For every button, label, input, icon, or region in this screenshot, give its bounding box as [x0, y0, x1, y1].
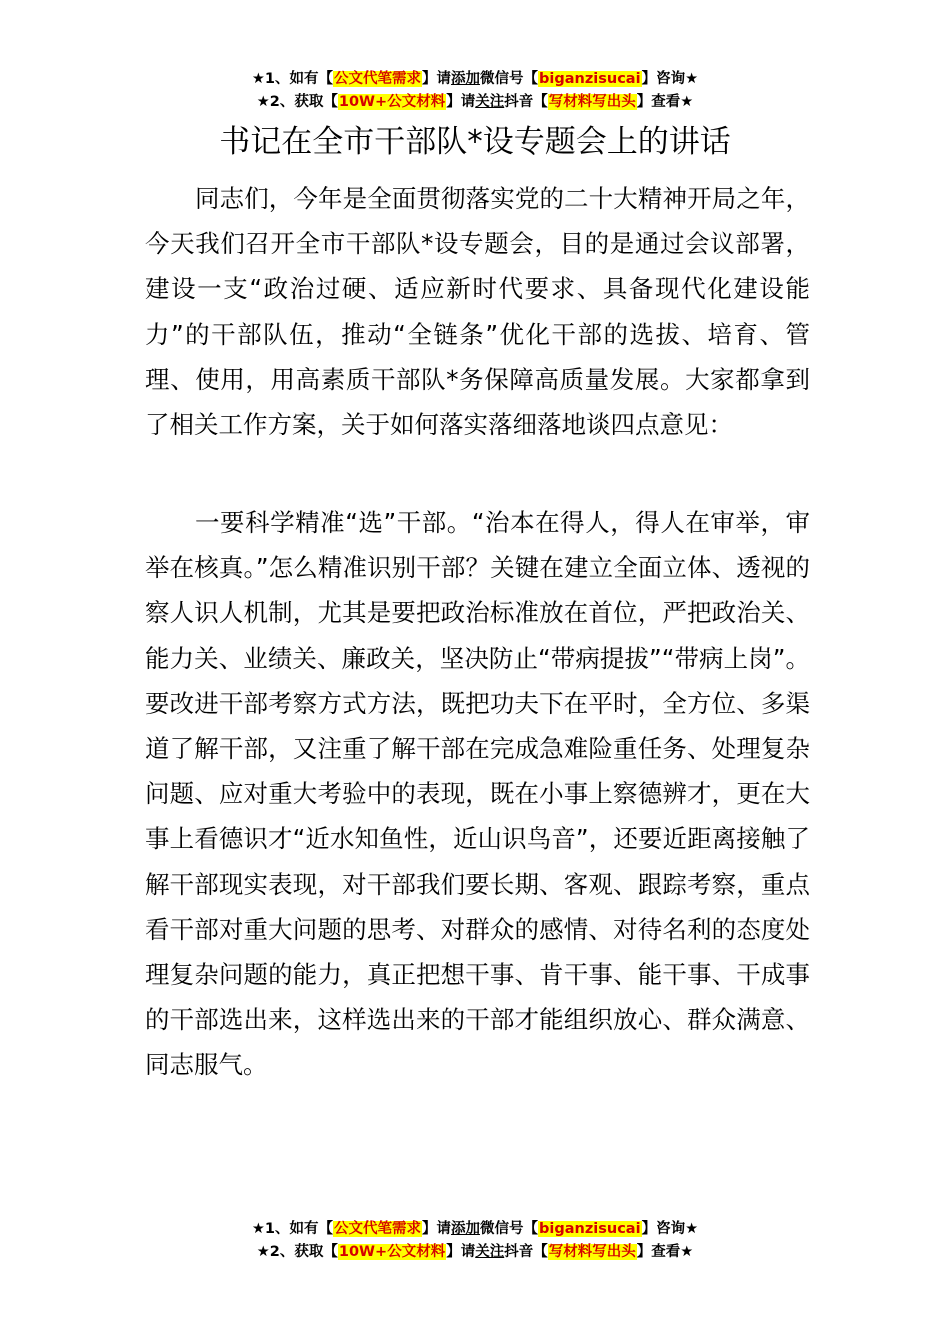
document-title: 书记在全市干部队*设专题会上的讲话 [219, 124, 731, 160]
highlight-service: 公文代笔需求 [334, 71, 422, 87]
highlight-service: 公文代笔需求 [334, 1221, 422, 1237]
promo-line-2: ★2、获取【10W+公文材料】请关注抖音【写材料写出头】查看★ [256, 94, 694, 110]
highlight-materials: 10W+公文材料 [338, 94, 446, 110]
highlight-douyin-id: 写材料写出头 [548, 1244, 636, 1260]
highlight-wechat-id: biganzisucai [539, 1221, 641, 1237]
highlight-wechat-id: biganzisucai [539, 71, 641, 87]
promo-line-2: ★2、获取【10W+公文材料】请关注抖音【写材料写出头】查看★ [256, 1244, 694, 1260]
promo-banner-top [0, 68, 950, 114]
underlined-add: 添加 [451, 1221, 481, 1237]
promo-line-1: ★1、如有【公文代笔需求】请添加微信号【biganzisucai】咨询★ [251, 1221, 699, 1237]
highlight-douyin-id: 写材料写出头 [548, 94, 636, 110]
promo-banner-bottom [0, 1218, 950, 1264]
highlight-materials: 10W+公文材料 [338, 1244, 446, 1260]
promo-line-1: ★1、如有【公文代笔需求】请添加微信号【biganzisucai】咨询★ [251, 71, 699, 87]
underlined-follow: 关注 [475, 94, 505, 110]
body-paragraph-2: 一要科学精准“选”干部。“治本在得人，得人在审举，审举在核真。”怎么精准识别干部？关键在建立全面立体、透视的察人识人机制，尤其是要把政治标准放在首位，严把政治关、能力关、业绩关、廉政关，坚决防止“带病提拔”“带病上岗”。要改进干部考察方式方法，既把功夫下在平时，全方位、多渠道了解干部，又注重了解干部在完成急难险重任务、处理复杂问题、应对重大考验中的表现，既在小事上察德辨才，更在大事上看德识才“近水知鱼性，近山识鸟音”，还要近距离接触了解干部现实表现，对干部我们要长期、客观、跟踪考察，重点看干部对重大问题的思考、对群众的感情、对待名利的态度处理复杂问题的能力，真正把想干事、肯干事、能干事、干成事的干部选出来，这样选出来的干部才能组织放心、群众满意、同志服气。 [145, 508, 810, 1080]
underlined-add: 添加 [451, 71, 481, 87]
underlined-follow: 关注 [475, 1244, 505, 1260]
body-paragraph-1: 同志们，今年是全面贯彻落实党的二十大精神开局之年，今天我们召开全市干部队*设专题会，目的是通过会议部署，建设一支“政治过硬、适应新时代要求、具备现代化建设能力”的干部队伍，推动“全链条”优化干部的选拔、培育、管理、使用，用高素质干部队*务保障高质量发展。大家都拿到了相关工作方案，关于如何落实落细落地谈四点意见： [145, 184, 810, 440]
